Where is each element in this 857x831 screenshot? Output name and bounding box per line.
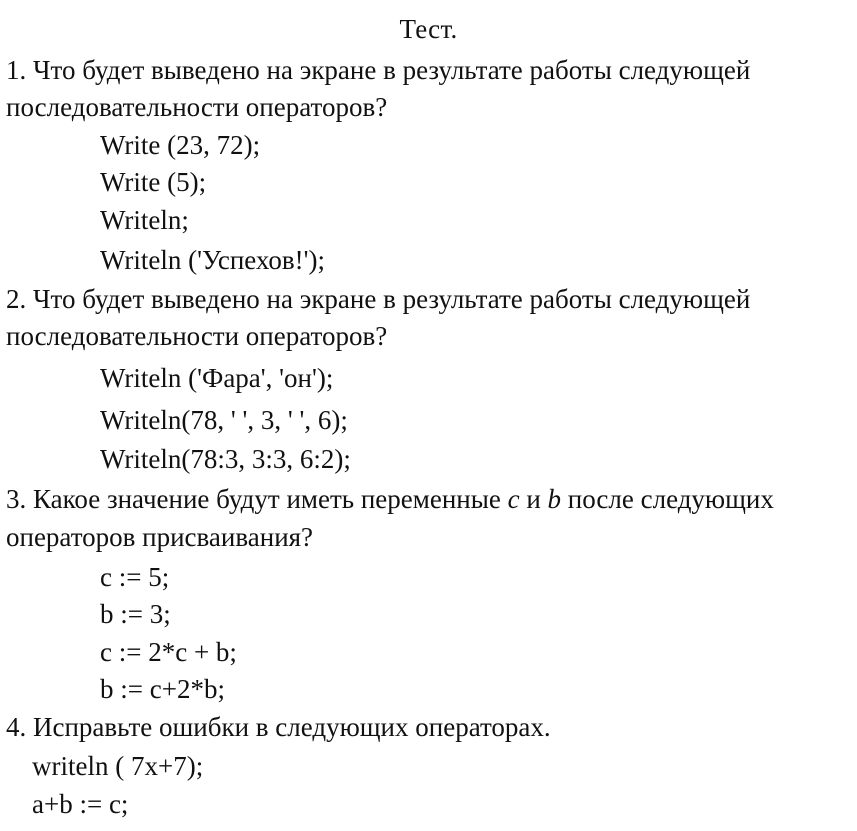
question-2-text: 2. Что будет выведено на экране в результате работы следующей bbox=[6, 284, 751, 314]
question-3-text-part: и bbox=[519, 484, 548, 514]
code-line: c := 2*c + b; bbox=[100, 637, 237, 667]
question-1-text: 1. Что будет выведено на экране в результате работы следующей bbox=[6, 55, 751, 85]
code-line: writeln ( 7x+7); bbox=[32, 751, 204, 781]
code-line: Writeln ('Успехов!'); bbox=[100, 245, 325, 275]
variable-b: b bbox=[547, 484, 562, 514]
code-line: Writeln ('Фара', 'он'); bbox=[100, 363, 334, 393]
code-line: b := c+2*b; bbox=[100, 674, 225, 704]
question-2-text-cont: последовательности операторов? bbox=[6, 321, 388, 351]
question-3-text bbox=[6, 482, 774, 516]
code-line: Writeln(78, ' ', 3, ' ', 6); bbox=[100, 405, 348, 435]
question-3-text-part: 3. Какое значение будут иметь переменные bbox=[6, 484, 508, 514]
page-title: Тест. bbox=[399, 14, 458, 44]
code-line: c := 5; bbox=[100, 562, 170, 592]
question-3-text-cont: операторов присваивания? bbox=[6, 522, 314, 552]
variable-c: c bbox=[507, 484, 520, 514]
code-line: Writeln(78:3, 3:3, 6:2); bbox=[100, 444, 351, 474]
code-line: Writeln; bbox=[100, 205, 189, 235]
question-4-text: 4. Исправьте ошибки в следующих операторах. bbox=[6, 712, 551, 742]
code-line: Write (23, 72); bbox=[100, 130, 261, 160]
code-line: b := 3; bbox=[100, 599, 171, 629]
code-line: Write (5); bbox=[100, 167, 207, 197]
question-1-text-cont: последовательности операторов? bbox=[6, 92, 388, 122]
code-line: a+b := c; bbox=[32, 789, 129, 819]
question-3-text-part: после следующих bbox=[561, 484, 774, 514]
